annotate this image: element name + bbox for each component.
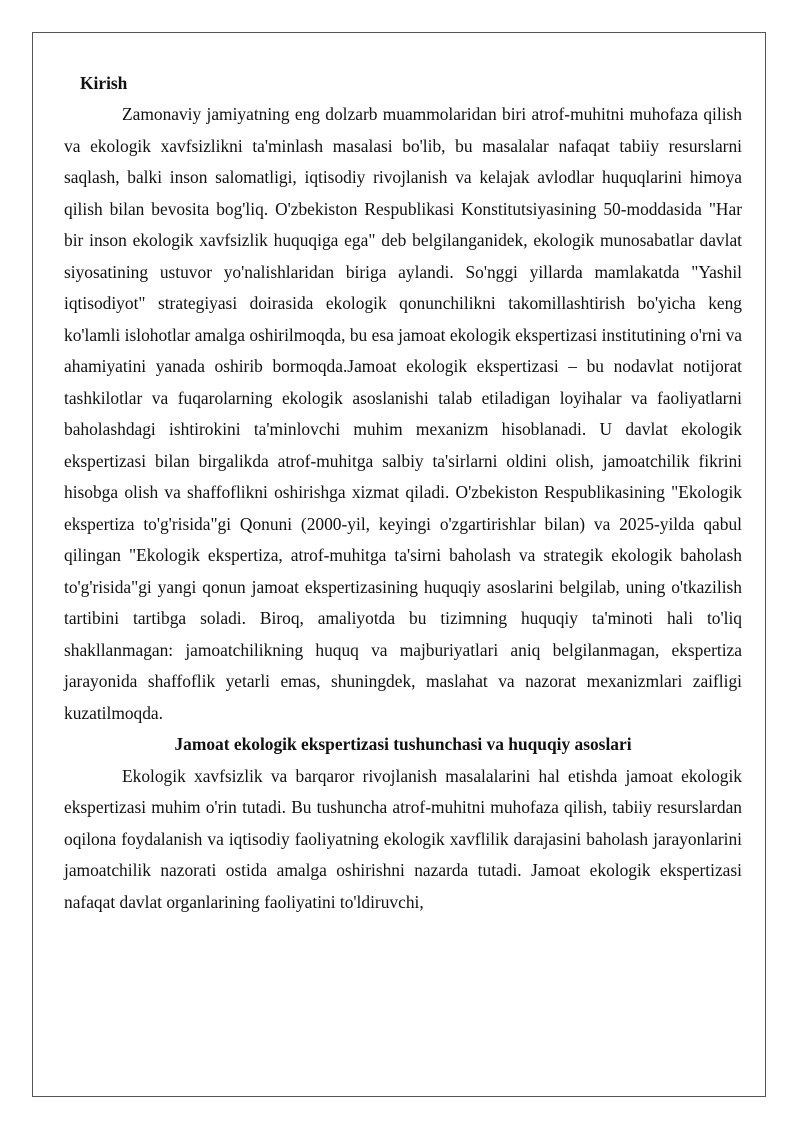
intro-paragraph: Zamonaviy jamiyatning eng dolzarb muammolaridan biri atrof-muhitni muhofaza qilish va ekologik xavfsizlikni ta'minlash masalasi bo'lib, bu masalalar nafaqat tabiiy resurslarni saqlash, balki inson salomatligi, iqtisodiy rivojlanish va kelajak avlodlar huquqlarini himoya qilish bilan bevosita bog'liq. O'zbekiston Respublikasi Konstitutsiyasining 50-moddasida "Har bir inson ekologik xavfsizlik huquqiga ega" deb belgilanganidek, ekologik munosabatlar davlat siyosatining ustuvor yo'nalishlaridan biriga aylandi. So'nggi yillarda mamlakatda "Yashil iqtisodiyot" strategiyasi doirasida ekologik qonunchilikni takomillashtirish bo'yicha keng ko'lamli islohotlar amalga oshirilmoqda, bu esa jamoat ekologik ekspertizasi institutining o'rni va ahamiyatini yanada oshirib bormoqda.Jamoat ekologik ekspertizasi – bu nodavlat notijorat tashkilotlar va fuqarolarning ekologik asoslanishi talab etiladigan loyihalar va faoliyatlarni baholashdagi ishtirokini ta'minlovchi muhim mexanizm hisoblanadi. U davlat ekologik ekspertizasi bilan birgalikda atrof-muhitga salbiy ta'sirlarni oldini olish, jamoatchilik fikrini hisobga olish va shaffoflikni oshirishga xizmat qiladi. O'zbekiston Respublikasining "Ekologik ekspertiza to'g'risida"gi Qonuni (2000-yil, keyingi o'zgartirishlar bilan) va 2025-yilda qabul qilingan "Ekologik ekspertiza, atrof-muhitga ta'sirni baholash va strategik ekologik baholash to'g'risida"gi yangi qonun jamoat ekspertizasining huquqiy asoslarini belgilab, uning o'tkazilish tartibini tartibga soladi. Biroq, amaliyotda bu tizimning huquqiy ta'minoti hali to'liq shakllanmagan: jamoatchilikning huquq va majburiyatlari aniq belgilanmagan, ekspertiza jarayonida shaffoflik yetarli emas, shuningdek, maslahat va nazorat mexanizmlari zaifligi kuzatilmoqda.: [64, 104, 742, 723]
section-paragraph: Ekologik xavfsizlik va barqaror rivojlanish masalalarini hal etishda jamoat ekologik ekspertizasi muhim o'rin tutadi. Bu tushuncha atrof-muhitni muhofaza qilish, tabiiy resurslardan oqilona foydalanish va iqtisodiy faoliyatning ekologik xavflilik darajasini baholash jarayonlarini jamoatchilik nazorati ostida amalga oshirishni nazarda tutadi. Jamoat ekologik ekspertizasi nafaqat davlat organlarining faoliyatini to'ldiruvchi,: [64, 765, 742, 912]
intro-heading: Kirish: [80, 73, 128, 93]
section-heading: Jamoat ekologik ekspertizasi tushunchasi va huquqiy asoslari: [174, 734, 632, 754]
document-body: [64, 68, 742, 918]
